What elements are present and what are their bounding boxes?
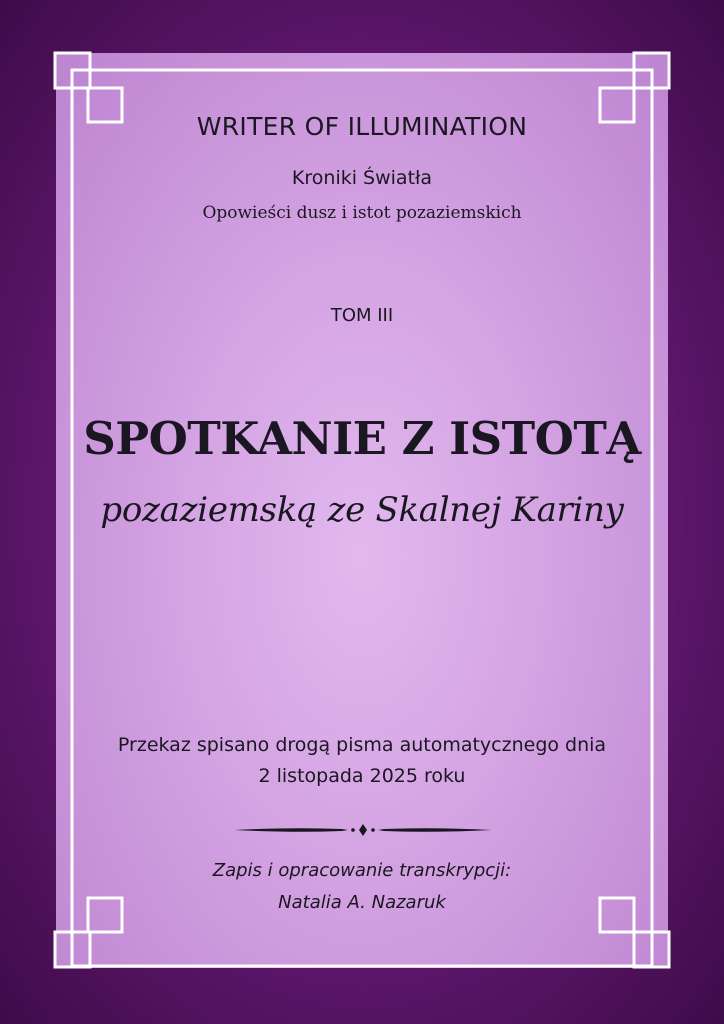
book-title: SPOTKANIE Z ISTOTĄ <box>83 412 641 465</box>
transmission-note-line2: 2 listopada 2025 roku <box>258 765 466 787</box>
brand-name: WRITER OF ILLUMINATION <box>196 112 528 141</box>
ornamental-divider <box>232 820 494 840</box>
credit-label: Zapis i opracowanie transkrypcji: <box>212 860 512 881</box>
series-title: Kroniki Światła <box>291 167 433 189</box>
volume-label: TOM III <box>330 305 394 326</box>
series-subtitle: Opowieści dusz i istot pozaziemskich <box>202 203 522 223</box>
author-name: Natalia A. Nazaruk <box>278 892 446 913</box>
book-title-continuation: pozaziemską ze Skalnej Kariny <box>100 490 624 530</box>
transmission-note-line1: Przekaz spisano drogą pisma automatycznego dnia <box>117 734 607 756</box>
